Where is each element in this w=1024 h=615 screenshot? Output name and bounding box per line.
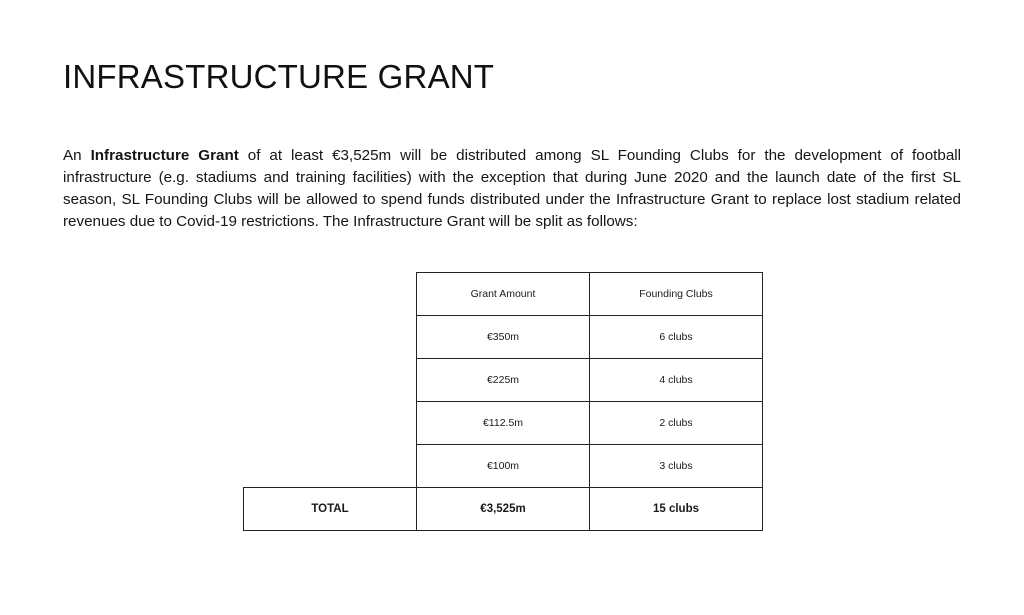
total-label: TOTAL [244, 488, 417, 531]
founding-clubs-cell: 6 clubs [590, 316, 763, 359]
table-row [244, 316, 763, 359]
page-title: INFRASTRUCTURE GRANT [63, 58, 495, 95]
founding-clubs-cell: 2 clubs [590, 402, 763, 445]
intro-paragraph [63, 145, 961, 233]
table-header-row [244, 273, 763, 316]
empty-cell [244, 316, 417, 359]
empty-cell [244, 359, 417, 402]
header-grant-amount: Grant Amount [417, 273, 590, 316]
table-row [244, 445, 763, 488]
grant-amount-cell: €112.5m [417, 402, 590, 445]
grant-amount-cell: €100m [417, 445, 590, 488]
grant-split-table [243, 272, 763, 531]
grant-amount-cell: €350m [417, 316, 590, 359]
intro-bold-term: Infrastructure Grant [90, 147, 239, 164]
table-row [244, 402, 763, 445]
grant-amount-cell: €225m [417, 359, 590, 402]
table-row [244, 359, 763, 402]
empty-cell [244, 273, 417, 316]
empty-cell [244, 402, 417, 445]
founding-clubs-cell: 4 clubs [590, 359, 763, 402]
empty-cell [244, 445, 417, 488]
founding-clubs-cell: 3 clubs [590, 445, 763, 488]
header-founding-clubs: Founding Clubs [590, 273, 763, 316]
total-amount: €3,525m [417, 488, 590, 531]
intro-text-start: An [63, 147, 91, 164]
total-clubs: 15 clubs [590, 488, 763, 531]
intro-text-rest: of at least €3,525m will be distributed among SL Founding Clubs for the development of football infrastructure (e.g. stadiums and training facilities) with the exception that during June 2020 and the launch date of the first SL season, SL Founding Clubs will be allowed to spend funds distributed under the Infrastructure Grant to replace lost stadium related revenues due to Covid-19 restrictions. The Infrastructure Grant will be split as follows: [63, 147, 962, 230]
table-total-row [244, 488, 763, 531]
